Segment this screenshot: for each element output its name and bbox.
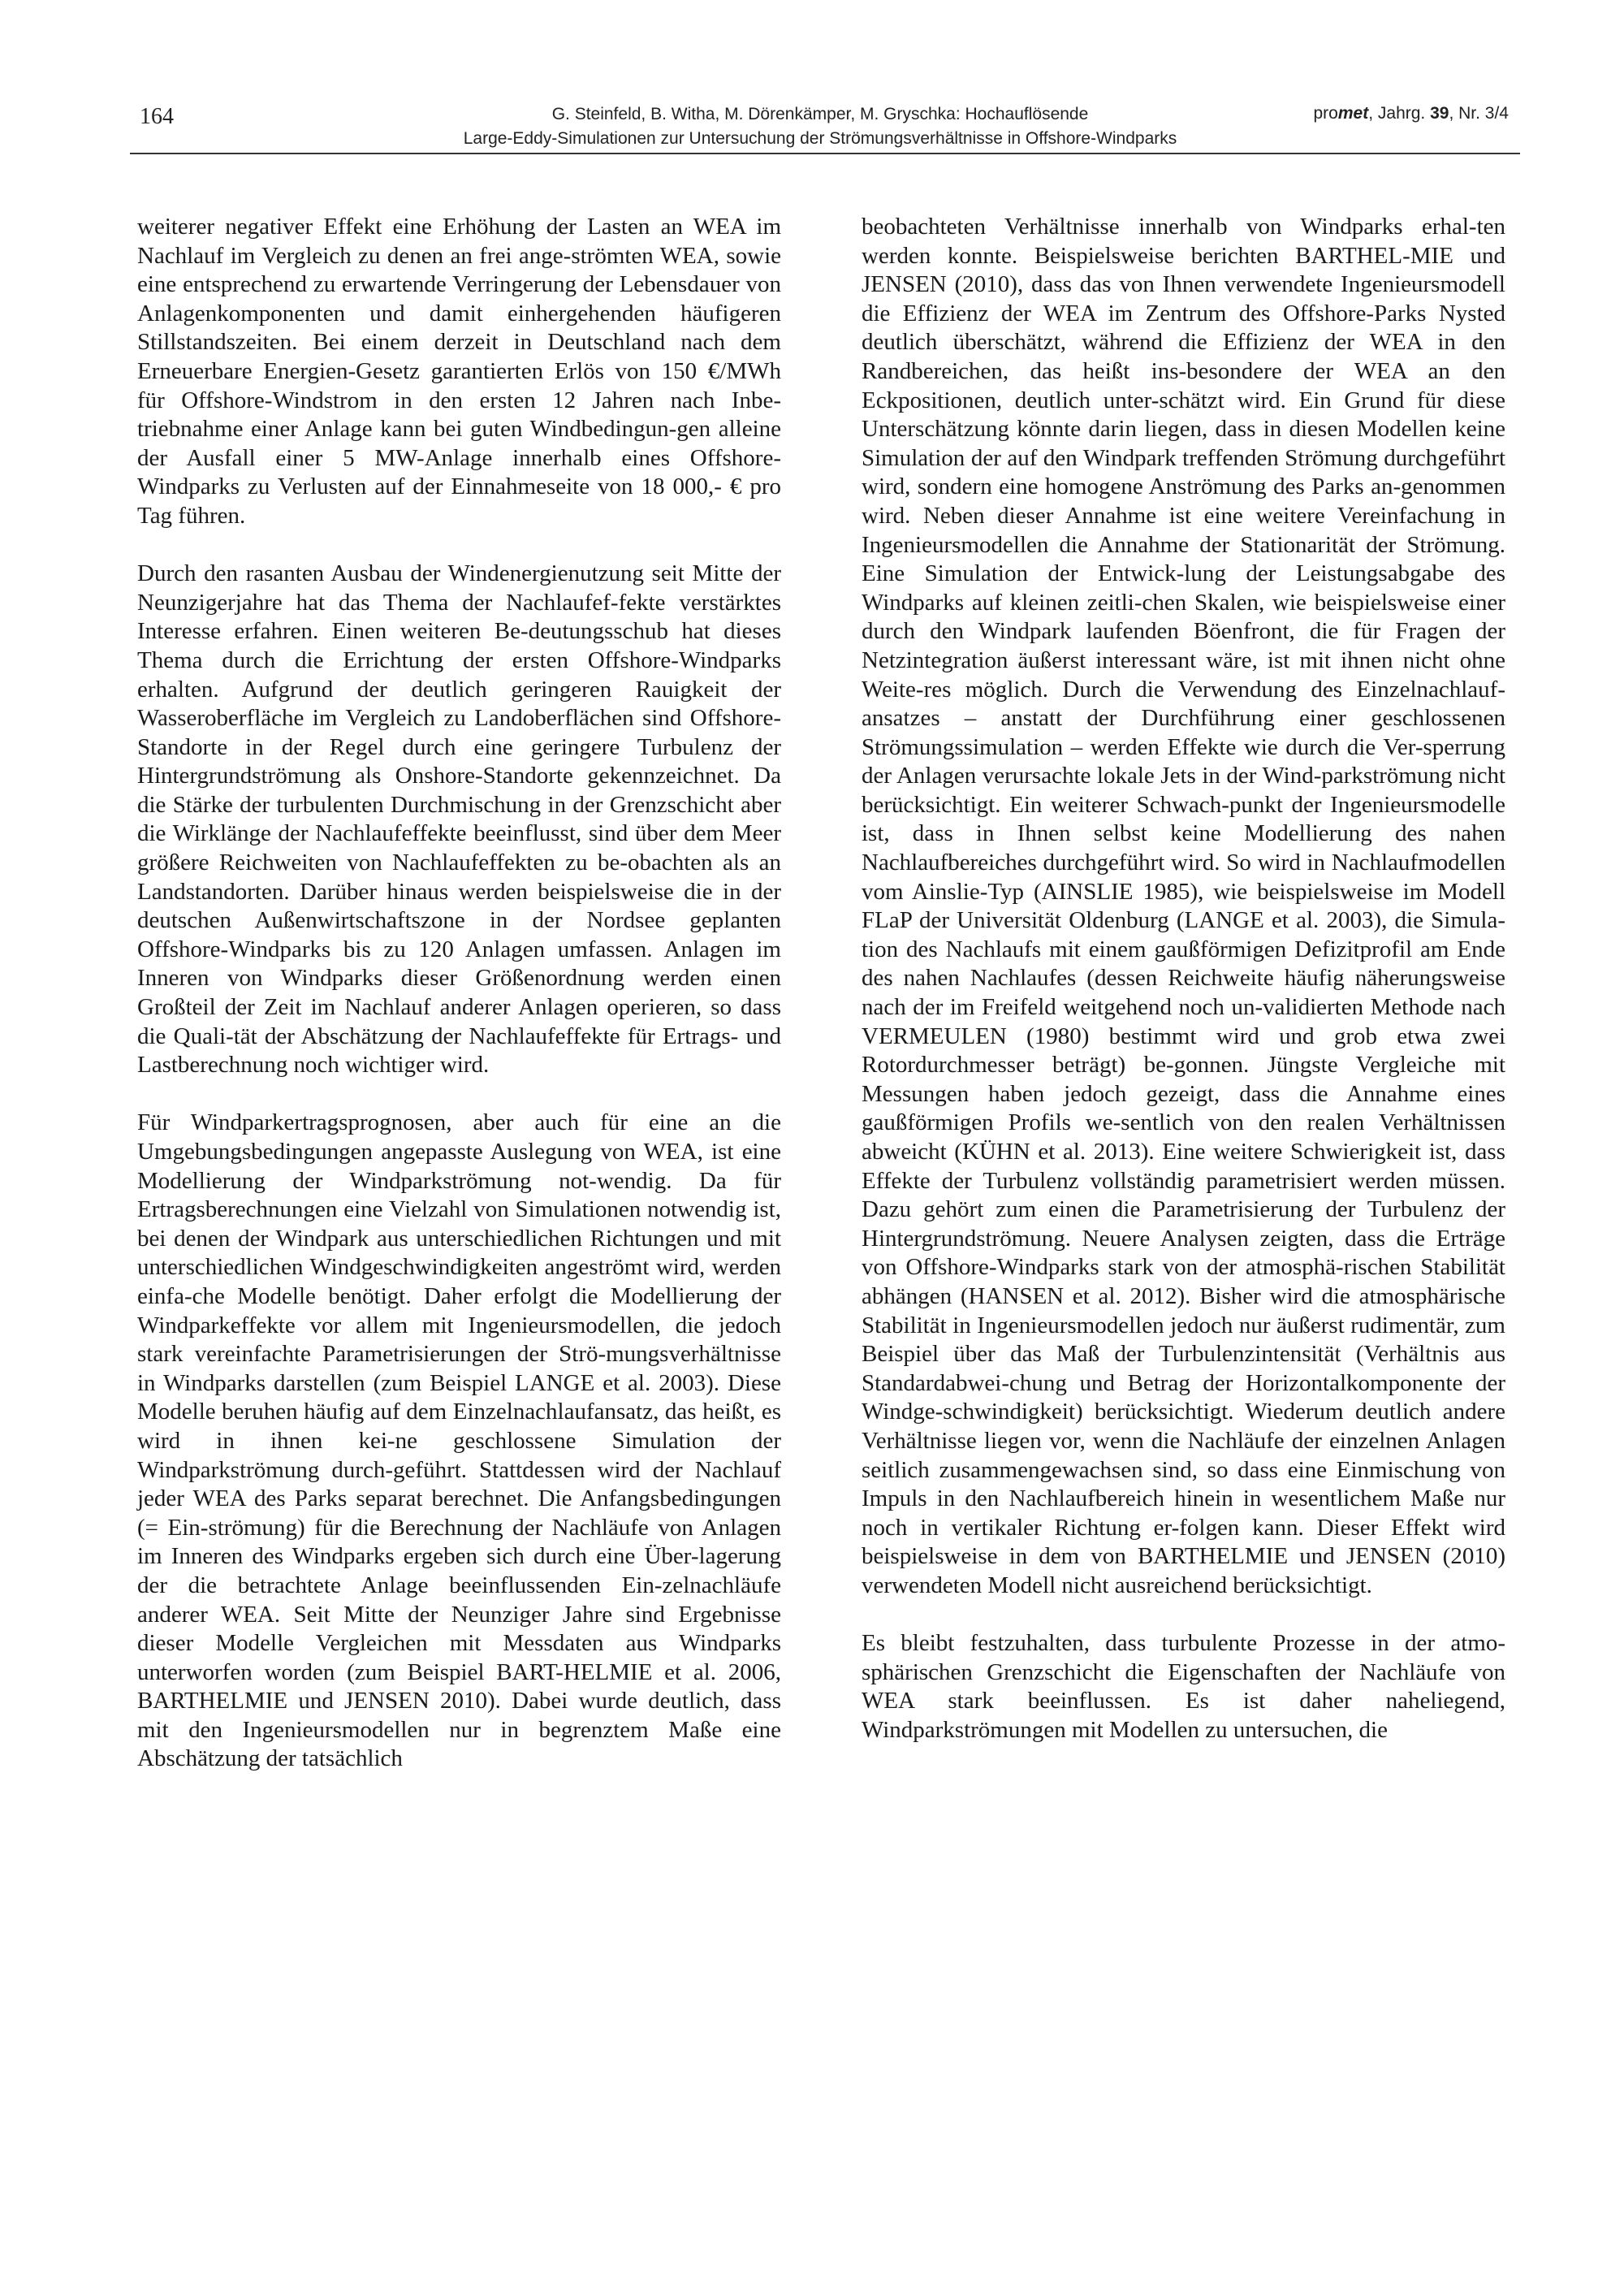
paragraph: Für Windparkertragsprognosen, aber auch für eine an die Umgebungsbedingungen angepasste Auslegung von WEA, ist eine Modellierung der Windparkströmung not-wendig. Da für Ertragsberechnungen eine Vielzahl von Simulationen notwendig ist, bei denen der Windpark aus unterschiedlichen Richtungen und mit unterschiedlichen Windgeschwindigkeiten angeströmt wird, werden einfa-che Modelle benötigt. Daher erfolgt die Modellierung der Windparkeffekte vor allem mit Ingenieursmodellen, die jedoch stark vereinfachte Parametrisierungen der Strö-mungsverhältnisse in Windparks darstellen (zum Beispiel LANGE et al. 2003). Diese Modelle beruhen häufig auf dem Einzelnachlaufansatz, das heißt, es wird in ihnen kei-ne geschlossene Simulation der Windparkströmung durch-geführt. Stattdessen wird der Nachlauf jeder WEA des Parks separat berechnet. Die Anfangsbedingungen (= Ein-strömung) für die Berechnung der Nachläufe von Anlagen im Inneren des Windparks ergeben sich durch eine Über-lagerung der die betrachtete Anlage beeinflussenden Ein-zelnachläufe anderer WEA. Seit Mitte der Neunziger Jahre sind Ergebnisse dieser Modelle Vergleichen mit Messdaten aus Windparks unterworfen worden (zum Beispiel BART-HELMIE et al. 2006, BARTHELMIE und JENSEN 2010). Dabei wurde deutlich, dass mit den Ingenieursmodellen nur in begrenztem Maße eine Abschätzung der tatsächlich [137, 1109, 781, 1772]
paragraph: beobachteten Verhältnisse innerhalb von Windparks erhal-ten werden konnte. Beispielsweise berichten BARTHEL-MIE und JENSEN (2010), dass das von Ihnen verwendete Ingenieursmodell die Effizienz der WEA im Zentrum des Offshore-Parks Nysted deutlich überschätzt, während die Effizienz der WEA in den Randbereichen, das heißt ins-besondere der WEA an den Eckpositionen, deutlich unter-schätzt wird. Ein Grund für diese Unterschätzung könnte darin liegen, dass in diesen Modellen keine Simulation der auf den Windpark treffenden Strömung durchgeführt wird, sondern eine homogene Anströmung des Parks an-genommen wird. Neben dieser Annahme ist eine weitere Vereinfachung in Ingenieursmodellen die Annahme der Stationarität der Strömung. Eine Simulation der Entwick-lung der Leistungsabgabe des Windparks auf kleinen zeitli-chen Skalen, wie beispielsweise einer durch den Windpark laufenden Böenfront, die für Fragen der Netzintegration äußerst interessant wäre, ist mit ihnen nicht ohne Weite-res möglich. Durch die Verwendung des Einzelnachlauf-ansatzes – anstatt der Durchführung einer geschlossenen Strömungssimulation – werden Effekte wie durch die Ver-sperrung der Anlagen verursachte lokale Jets in der Wind-parkströmung nicht berücksichtigt. Ein weiterer Schwach-punkt der Ingenieursmodelle ist, dass in Ihnen selbst keine Modellierung des nahen Nachlaufbereiches durchgeführt wird. So wird in Nachlaufmodellen vom Ainslie-Typ (AINSLIE 1985), wie beispielsweise im Modell FLaP der Universität Oldenburg (LANGE et al. 2003), die Simula-tion des Nachlaufs mit einem gaußförmigen Defizitprofil am Ende des nahen Nachlaufes (dessen Reichweite häufig näherungsweise nach der im Freifeld weitgehend noch un-validierten Methode nach VERMEULEN (1980) bestimmt wird und grob etwa zwei Rotordurchmesser beträgt) be-gonnen. Jüngste Vergleiche mit Messungen haben jedoch gezeigt, dass die Annahme eines gaußförmigen Profils we-sentlich von den realen Verhältnissen abweicht (KÜHN et al. 2013). Eine weitere Schwierigkeit ist, dass Effekte der Turbulenz vollständig parametrisiert werden müssen. Dazu gehört zum einen die Parametrisierung der Turbulenz der Hintergrundströmung. Neuere Analysen zeigten, dass die Erträge von Offshore-Windparks stark von der atmosphä-rischen Stabilität abhängen (HANSEN et al. 2012). Bisher wird die atmosphärische Stabilität in Ingenieursmodellen jedoch nur äußerst rudimentär, zum Beispiel über das Maß der Turbulenzintensität (Verhältnis aus Standardabwei-chung und Betrag der Horizontalkomponente der Windge-schwindigkeit) berücksichtigt. Wiederum deutlich andere Verhältnisse liegen vor, wenn die Nachläufe der einzelnen Anlagen seitlich zusammengewachsen sind, so dass eine Einmischung von Impuls in den Nachlaufbereich hinein in wesentlichem Maße nur noch in vertikaler Richtung er-folgen kann. Dieser Effekt wird beispielsweise in dem von BARTHELMIE und JENSEN (2010) verwendeten Modell nicht ausreichend berücksichtigt. [862, 214, 1505, 1598]
paragraph: Durch den rasanten Ausbau der Windenergienutzung seit Mitte der Neunzigerjahre hat das Thema der Nachlaufef-fekte verstärktes Interesse erfahren. Einen weiteren Be-deutungsschub hat dieses Thema durch die Errichtung der ersten Offshore-Windparks erhalten. Aufgrund der deutlich geringeren Rauigkeit der Wasseroberfläche im Vergleich zu Landoberflächen sind Offshore-Standorte in der Regel durch eine geringere Turbulenz der Hintergrundströmung als Onshore-Standorte gekennzeichnet. Da die Stärke der turbulenten Durchmischung in der Grenzschicht aber die Wirklänge der Nachlaufeffekte beeinflusst, sind über dem Meer größere Reichweiten von Nachlaufeffekten zu be-obachten als an Landstandorten. Darüber hinaus werden beispielsweise die in der deutschen Außenwirtschaftszone in der Nordsee geplanten Offshore-Windparks bis zu 120 Anlagen umfassen. Anlagen im Inneren von Windparks dieser Größenordnung werden einen Großteil der Zeit im Nachlauf anderer Anlagen operieren, so dass die Quali-tät der Abschätzung der Nachlaufeffekte für Ertrags- und Lastberechnung noch wichtiger wird. [137, 560, 781, 1079]
paragraph: weiterer negativer Effekt eine Erhöhung der Lasten an WEA im Nachlauf im Vergleich zu denen an frei ange-strömten WEA, sowie eine entsprechend zu erwartende Verringerung der Lebensdauer von Anlagenkomponenten und damit einhergehenden häufigeren Stillstandszeiten. Bei einem derzeit in Deutschland nach dem Erneuerbare Energien-Gesetz garantierten Erlös von 150 €/MWh für Offshore-Windstrom in den ersten 12 Jahren nach Inbe-triebnahme einer Anlage kann bei guten Windbedingun-gen alleine der Ausfall einer 5 MW-Anlage innerhalb eines Offshore-Windparks zu Verlusten auf der Einnahmeseite von 18 000,- € pro Tag führen. [137, 214, 781, 529]
page-number: 164 [140, 104, 174, 129]
journal-issue: 3/4 [1484, 104, 1509, 123]
header-rule [130, 153, 1520, 154]
journal-volume: 39 [1430, 104, 1449, 123]
paragraph: Es bleibt festzuhalten, dass turbulente Prozesse in der atmo-sphärischen Grenzschicht die Eigenschaften der Nachläufe von WEA stark beeinflussen. Es ist daher naheliegend, Windparkströmungen mit Modellen zu untersuchen, die [862, 1630, 1505, 1743]
running-head [292, 102, 1348, 151]
journal-brand: promet [1313, 104, 1369, 123]
page-header [130, 96, 1520, 154]
running-head-title: Large-Eddy-Simulationen zur Untersuchung der Strömungsverhältnisse in Offshore-Windparks [463, 129, 1177, 148]
running-head-authors: G. Steinfeld, B. Witha, M. Dörenkämper, M. Gryschka: Hochauflösende [551, 105, 1089, 123]
journal-reference: promet, Jahrg. 39, Nr. 3/4 [1313, 104, 1509, 123]
left-column [137, 213, 781, 1774]
right-column [862, 213, 1505, 1745]
